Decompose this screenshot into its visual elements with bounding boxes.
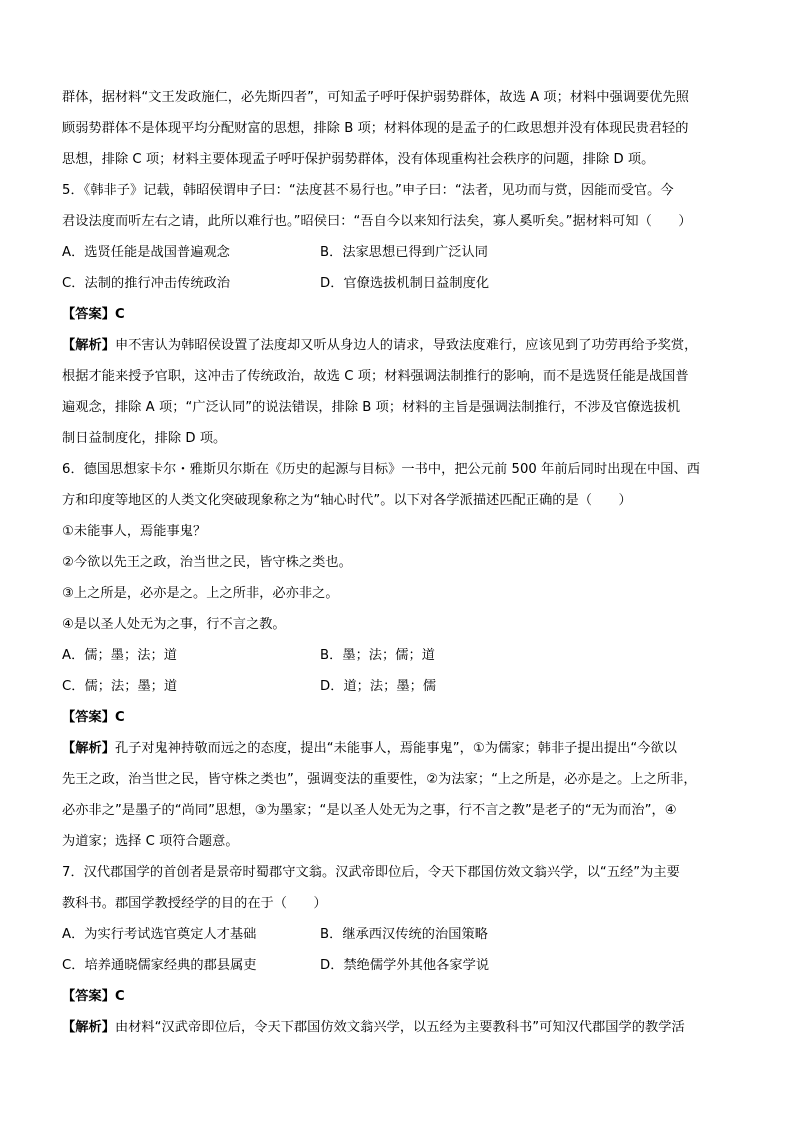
analysis-text: 申不害认为韩昭侯设置了法度却又听从身边人的请求，导致法度难行，应该见到了功劳再给予奖赏， <box>114 338 698 353</box>
question-5 <box>62 175 742 454</box>
text-line: 群体，据材料“文王发政施仁，必先斯四者”，可知孟子呼吁保护弱势群体，故选 A 项；材料中强调要优先照 <box>62 90 690 105</box>
question-stem: 方和印度等地区的人类文化突破现象称之为“轴心时代”。以下对各学派描述匹配正确的是（ ） <box>62 493 632 508</box>
analysis-line <box>62 733 742 764</box>
analysis-line: 制日益制度化，排除 D 项。 <box>62 431 227 446</box>
analysis-label: 【解析】 <box>62 338 115 353</box>
analysis-line <box>62 330 742 361</box>
option-c: C．儒；法；墨；道 <box>62 679 178 694</box>
question-stem: 6．德国思想家卡尔・雅斯贝尔斯在《历史的起源与目标》一书中，把公元前 500 年前后同时出现在中国、西 <box>62 462 700 477</box>
option-d: D．道；法；墨；儒 <box>320 679 437 694</box>
option-b: B．墨；法；儒；道 <box>320 648 435 663</box>
option-b: B．继承西汉传统的治国策略 <box>320 927 488 942</box>
option-b: B．法家思想已得到广泛认同 <box>320 245 488 260</box>
text-line: 思想，排除 C 项；材料主要体现孟子呼吁保护弱势群体，没有体现重构社会秩序的问题，排除 D 项。 <box>62 152 655 167</box>
option-c: C．法制的推行冲击传统政治 <box>62 276 231 291</box>
quote-item: ①未能事人，焉能事鬼？ <box>62 524 207 539</box>
analysis-text: 孔子对鬼神持敬而远之的态度，提出“未能事人，焉能事鬼”，①为儒家；韩非子提出提出“今欲以 <box>114 741 677 756</box>
analysis-line: 必亦非之”是墨子的“尚同”思想，③为墨家；“是以圣人处无为之事，行不言之教”是老子的“无为而治”，④ <box>62 803 677 818</box>
quote-item: ③上之所是，必亦是之。上之所非，必亦非之。 <box>62 586 339 601</box>
option-a: A．为实行考试选官奠定人才基础 <box>62 927 257 942</box>
option-row <box>62 640 742 671</box>
option-a: A．选贤任能是战国普遍观念 <box>62 245 230 260</box>
option-c: C．培养通晓儒家经典的郡县属吏 <box>62 958 257 973</box>
answer-label: 【答案】C <box>62 989 125 1004</box>
analysis-line: 根据才能来授予官职，这冲击了传统政治，故选 C 项；材料强调法制推行的影响，而不是选贤任能是战国普 <box>62 369 689 384</box>
text-line: 顾弱势群体不是体现平均分配财富的思想，排除 B 项；材料体现的是孟子的仁政思想并没有体现民贵君轻的 <box>62 121 689 136</box>
question-6 <box>62 454 742 857</box>
analysis-label: 【解析】 <box>62 1020 115 1035</box>
option-row <box>62 268 742 299</box>
option-d: D．禁绝儒学外其他各家学说 <box>320 958 490 973</box>
option-d: D．官僚选拔机制日益制度化 <box>320 276 490 291</box>
quote-item: ②今欲以先王之政，治当世之民，皆守株之类也。 <box>62 555 352 570</box>
analysis-line: 先王之政，治当世之民，皆守株之类也”，强调变法的重要性，②为法家；“上之所是，必亦是之。上之所非， <box>62 772 697 787</box>
question-7 <box>62 857 742 1043</box>
option-row <box>62 919 742 950</box>
analysis-line <box>62 1012 742 1043</box>
quote-item: ④是以圣人处无为之事，行不言之教。 <box>62 617 286 632</box>
question-stem: 教科书。郡国学教授经学的目的在于（ ） <box>62 896 327 911</box>
page-content <box>62 82 742 1043</box>
analysis-line: 遍观念，排除 A 项；“广泛认同”的说法错误，排除 B 项；材料的主旨是强调法制推行，不涉及官僚选拔机 <box>62 400 681 415</box>
question-stem: 5．《韩非子》记载，韩昭侯谓申子曰：“法度甚不易行也。”申子曰：“法者，见功而与赏，因能而受官。今 <box>62 183 674 198</box>
answer-label: 【答案】C <box>62 710 125 725</box>
question-stem: 7．汉代郡国学的首创者是景帝时蜀郡守文翁。汉武帝即位后，令天下郡国仿效文翁兴学，以“五经”为主要 <box>62 865 680 880</box>
analysis-line: 为道家；选择 C 项符合题意。 <box>62 834 239 849</box>
option-row <box>62 237 742 268</box>
option-row <box>62 671 742 702</box>
analysis-text: 由材料“汉武帝即位后，令天下郡国仿效文翁兴学，以五经为主要教科书”可知汉代郡国学的教学活 <box>114 1020 685 1035</box>
option-row <box>62 950 742 981</box>
answer-label: 【答案】C <box>62 307 125 322</box>
option-a: A．儒；墨；法；道 <box>62 648 177 663</box>
analysis-label: 【解析】 <box>62 741 115 756</box>
question-stem: 君设法度而听左右之请，此所以难行也。”昭侯曰：“吾自今以来知行法矣，寡人奚听矣。”据材料可知（ ） <box>62 214 692 229</box>
